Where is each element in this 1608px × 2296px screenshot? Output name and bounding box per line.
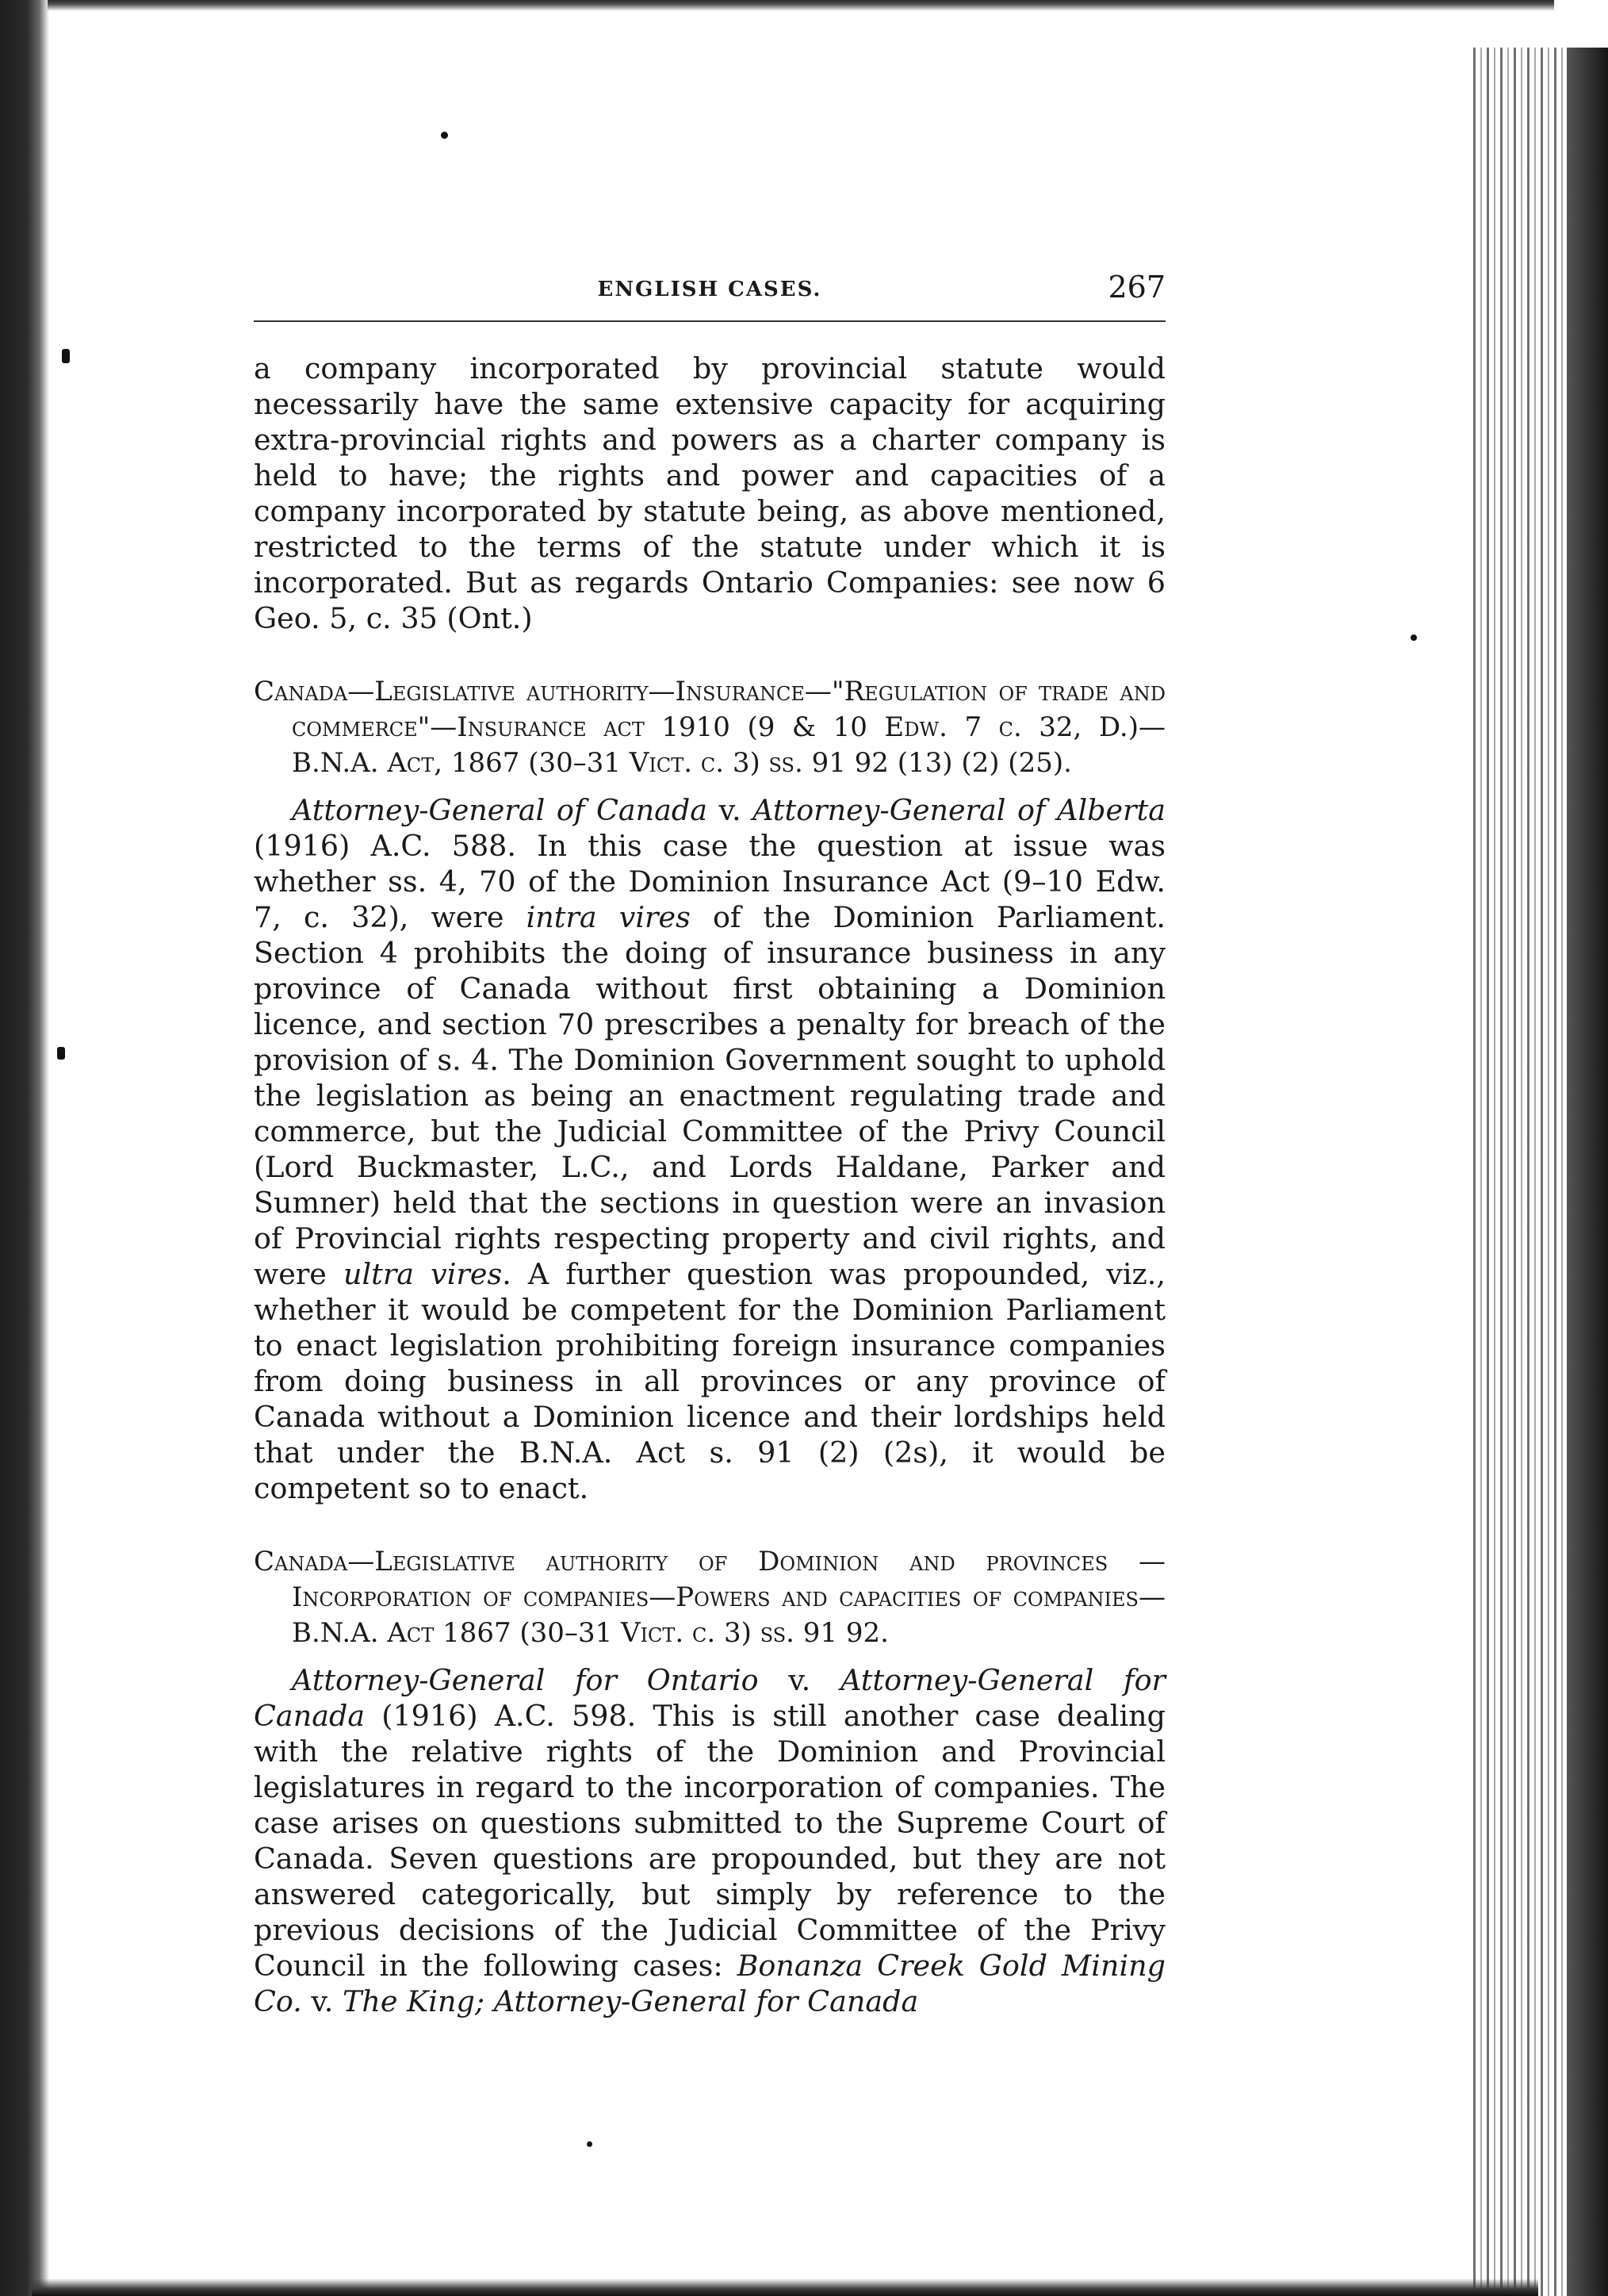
page-number: 267 [1108, 270, 1166, 305]
section-heading-companies: Canada—Legislative authority of Dominion and provinces —Incorporation of companies—Powers and capacities of companies—B.N.A. Act 1867 (30–31 Vict. c. 3) ss. 91 92. [254, 1546, 1166, 1649]
case-versus: v. [707, 793, 753, 827]
case-party: Attorney-General of Canada [292, 793, 708, 827]
latin-term: ultra vires [343, 1257, 503, 1291]
case-summary-companies [254, 1662, 1166, 2019]
scan-edge-left [0, 0, 49, 2296]
opening-paragraph: a company incorporated by provincial statute would necessarily have the same extensive capacity for acquiring extra-provincial rights and powers as a charter company is held to have; the rights and power and capacities of a company incorporated by statute being, as above mentioned, restricted to the terms of the statute under which it is incorporated. But as regards Ontario Companies: see now 6 Geo. 5, c. 35 (Ont.) [254, 351, 1166, 635]
case-text: (1916) A.C. 588. In this case the question at issue was whether ss. 4, 70 of the Dominion Insurance Act (9–10 Edw. 7, c. 32), were [254, 829, 1166, 934]
scan-speck [441, 132, 448, 139]
case-party: Attorney-General for Ontario [292, 1663, 759, 1697]
case-party: Attorney-General of Alberta [752, 793, 1166, 827]
case-versus: v. [758, 1663, 841, 1697]
scan-edge-top [48, 0, 1554, 11]
latin-term: intra vires [526, 900, 691, 934]
section-heading-insurance: Canada—Legislative authority—Insurance—"Regulation of trade and commerce"—Insurance act 1910 (9 & 10 Edw. 7 c. 32, D.)—B.N.A. Act, 1867 (30–31 Vict. c. 3) ss. 91 92 (13) (2) (25). [254, 676, 1166, 779]
running-head [254, 270, 1166, 314]
case-versus: v. [301, 1984, 343, 2018]
case-text: (1916) A.C. 598. This is still another case dealing with the relative rights of the Dominion and Provincial legislatures in regard to the incorporation of companies. The case arises on questions submitted to the Supreme Court of Canada. Seven questions are propounded, but they are not answered categorically, but simply by reference to the previous decisions of the Judicial Committee of the Privy Council in the following cases: [254, 1699, 1166, 1983]
running-title: ENGLISH CASES. [597, 278, 822, 301]
scan-speck [587, 2141, 592, 2147]
case-text: of the Dominion Parliament. Section 4 prohibits the doing of insurance business in any province of Canada without first obtaining a Dominion licence, and section 70 prescribes a penalty for breach of the provision of s. 4. The Dominion Government sought to uphold the legislation as being an enactment regulating trade and commerce, but the Judicial Committee of the Privy Council (Lord Buckmaster, L.C., and Lords Haldane, Parker and Sumner) held that the sections in question were an invasion of Provincial rights respecting property and civil rights, and were [254, 900, 1166, 1291]
scan-speck [1411, 634, 1417, 641]
case-party: Attorney-General for Canada [254, 1663, 1166, 1733]
header-rule [254, 320, 1166, 322]
case-text: . A further question was propounded, viz., whether it would be competent for the Dominion Parliament to enact legislation prohibiting foreign insurance companies from doing business in all provinces or any province of Canada without a Dominion licence and their lordships held that under the B.N.A. Act s. 91 (2) (2s), it would be competent so to enact. [254, 1257, 1166, 1505]
scan-edge-right [1567, 48, 1608, 2296]
book-page [254, 270, 1166, 2019]
scan-edge-bottom [32, 2279, 1538, 2296]
scan-speck [57, 1047, 65, 1060]
case-summary-insurance [254, 792, 1166, 1506]
scan-speck [62, 349, 70, 363]
case-reference: The King; Attorney-General for Canada [342, 1984, 919, 2018]
case-reference: Bonanza Creek Gold Mining Co. [254, 1949, 1166, 2018]
